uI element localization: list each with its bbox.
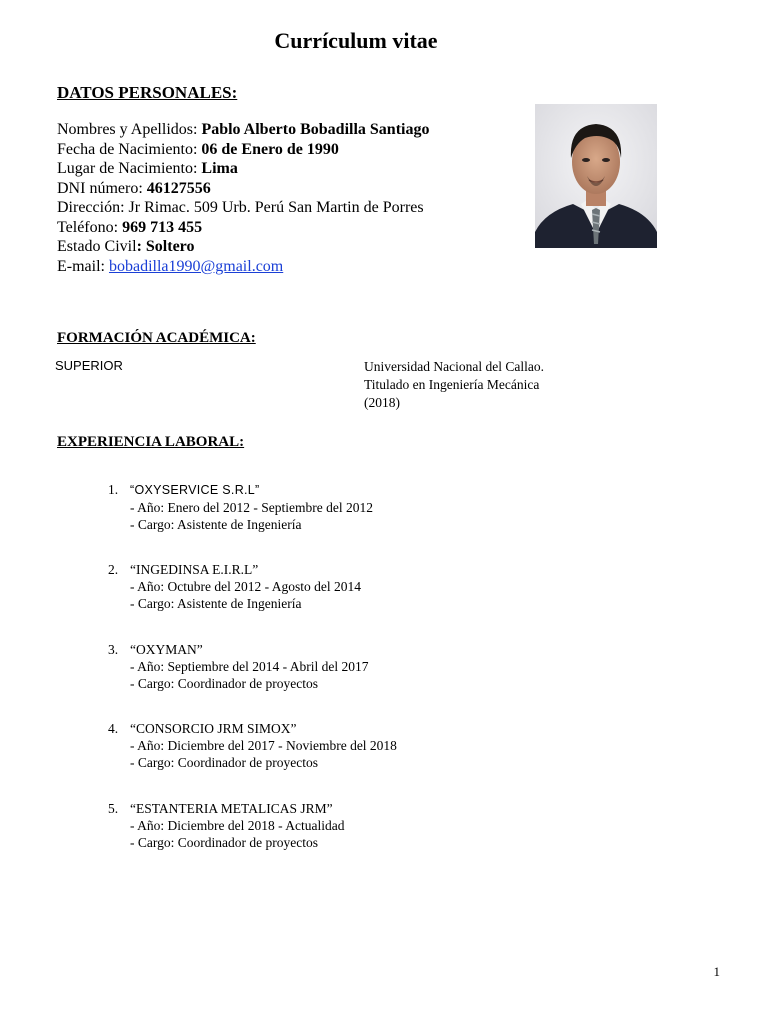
field-phone [57,218,429,238]
field-birth-place [57,159,429,179]
profile-photo [535,104,657,248]
page-number: 1 [713,964,720,979]
job-role: - Cargo: Asistente de Ingeniería [130,596,302,611]
job-year: - Año: Diciembre del 2017 - Noviembre del 2018 [130,738,397,753]
field-value: 46127556 [146,179,211,197]
field-label: DNI número: [57,179,147,197]
job-number: 4. [108,721,119,736]
job-number: 5. [108,801,119,816]
job-year: - Año: Septiembre del 2014 - Abril del 2017 [130,659,369,674]
field-label: Nombres y Apellidos: [57,121,202,138]
experience-heading: EXPERIENCIA LABORAL: [57,434,245,450]
field-value: 06 de Enero de 1990 [201,140,339,158]
email-link[interactable]: bobadilla1990@gmail.com [108,257,284,275]
field-address [57,198,429,218]
job-item [108,561,361,612]
job-number: 3. [108,642,119,657]
field-label: E-mail: [57,257,109,275]
job-item [108,481,373,533]
field-label: Fecha de Nacimiento: [57,140,202,158]
field-value: Pablo Alberto Bobadilla Santiago [201,121,430,138]
job-year: - Año: Enero del 2012 - Septiembre del 2012 [130,500,373,515]
field-label: Estado Civil [57,238,137,255]
academic-heading: FORMACIÓN ACADÉMICA: [57,330,256,346]
field-birth-date [57,140,429,160]
academic-details [364,358,544,412]
job-role: - Cargo: Asistente de Ingeniería [130,517,302,532]
job-role: - Cargo: Coordinador de proyectos [130,676,318,691]
document-title: Currículum vitae [274,28,438,53]
field-dni [57,179,429,199]
field-label: Lugar de Nacimiento: [57,160,202,177]
job-company: “OXYMAN” [130,642,203,657]
field-name [57,120,429,140]
job-item [108,641,368,692]
job-number: 1. [108,482,119,497]
personal-data-heading: DATOS PERSONALES: [57,83,238,102]
field-value: 969 713 455 [122,218,203,236]
job-year: - Año: Octubre del 2012 - Agosto del 2014 [130,579,361,594]
job-role: - Cargo: Coordinador de proyectos [130,755,318,770]
portrait-image [535,104,657,248]
field-value: : Soltero [136,238,195,255]
personal-data-list [57,120,429,276]
job-company: “CONSORCIO JRM SIMOX” [130,721,297,736]
academic-line: Titulado en Ingeniería Mecánica [364,377,540,392]
field-label: Dirección: [57,199,129,216]
academic-line: Universidad Nacional del Callao. [364,359,544,374]
job-role: - Cargo: Coordinador de proyectos [130,835,318,850]
field-label: Teléfono: [57,218,123,236]
job-item [108,720,397,771]
field-civil-status [57,237,429,257]
job-item [108,800,344,851]
job-company: “OXYSERVICE S.R.L” [130,483,260,497]
job-company: “ESTANTERIA METALICAS JRM” [130,801,333,816]
academic-level: SUPERIOR [55,358,123,373]
academic-line: (2018) [364,395,400,410]
job-number: 2. [108,562,119,577]
job-company: “INGEDINSA E.I.R.L” [130,562,259,577]
field-value: Jr Rimac. 509 Urb. Perú San Martin de Porres [128,199,424,216]
field-email [57,257,429,277]
field-value: Lima [201,160,238,177]
job-year: - Año: Diciembre del 2018 - Actualidad [130,818,345,833]
